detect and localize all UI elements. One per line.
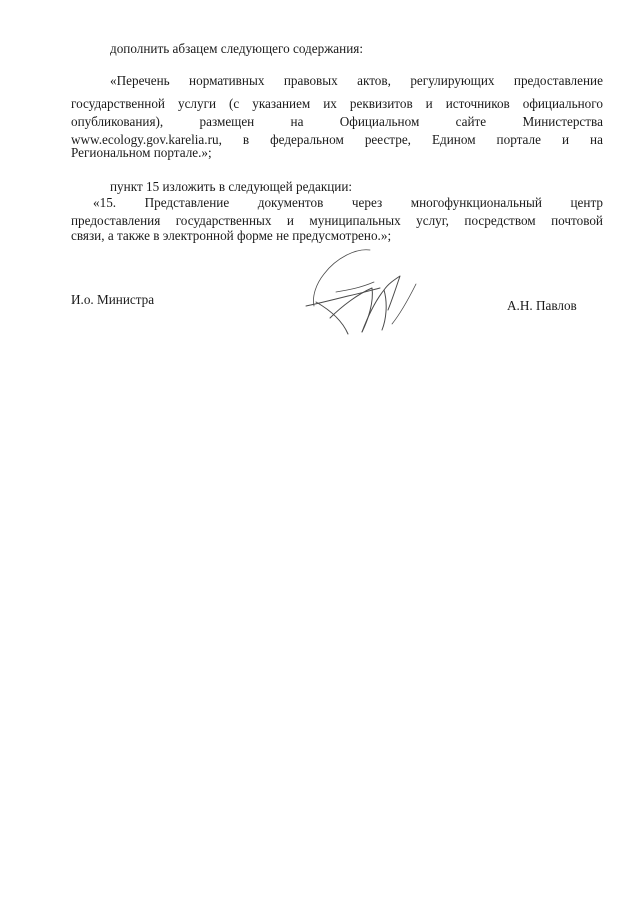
- text-line: связи, а также в электронной форме не предусмотрено.»;: [71, 228, 392, 243]
- word: правовых: [283, 73, 338, 88]
- word: услуг,: [416, 213, 449, 228]
- text-line: [110, 73, 603, 89]
- word: и: [286, 213, 294, 228]
- word: Официальном: [339, 114, 420, 129]
- word: Едином: [431, 132, 476, 147]
- word: реквизитов: [349, 96, 413, 111]
- word: на: [290, 114, 304, 129]
- word: государственной: [71, 96, 165, 111]
- word: в: [242, 132, 250, 147]
- word: и: [561, 132, 570, 147]
- word: услуги: [177, 96, 217, 111]
- word: нормативных: [189, 73, 265, 88]
- signatory-name: А.Н. Павлов: [507, 298, 577, 313]
- word: источников: [445, 96, 510, 111]
- word: почтовой: [551, 213, 603, 228]
- word: указанием: [252, 96, 311, 111]
- word: (с: [229, 96, 240, 111]
- word: центр: [570, 195, 603, 210]
- word: Представление: [144, 195, 230, 210]
- word: www.ecology.gov.karelia.ru,: [71, 132, 222, 147]
- word: на: [590, 132, 603, 147]
- word: официального: [522, 96, 603, 111]
- word: актов,: [357, 73, 391, 88]
- word: документов: [257, 195, 324, 210]
- text-line: [71, 213, 603, 229]
- text-line: Региональном портале.»;: [71, 145, 212, 160]
- word: «Перечень: [110, 73, 170, 88]
- handwritten-signature: [296, 244, 436, 344]
- word: реестре,: [364, 132, 411, 147]
- word: размещен: [199, 114, 255, 129]
- word: сайте: [455, 114, 487, 129]
- paragraph-intro: пункт 15 изложить в следующей редакции:: [110, 179, 353, 194]
- word: предоставления: [71, 213, 161, 228]
- word: посредством: [464, 213, 536, 228]
- word: регулирующих: [410, 73, 495, 88]
- word: их: [323, 96, 337, 111]
- word: многофункциональный: [410, 195, 542, 210]
- word: через: [351, 195, 383, 210]
- text-line: [71, 114, 603, 130]
- signatory-role: И.о. Министра: [71, 292, 155, 307]
- word: опубликования),: [71, 114, 164, 129]
- word: «15.: [93, 195, 117, 210]
- word: государственных: [175, 213, 272, 228]
- word: Министерства: [522, 114, 603, 129]
- word: и: [425, 96, 433, 111]
- word: муниципальных: [309, 213, 401, 228]
- word: федеральном: [270, 132, 344, 147]
- word: портале: [496, 132, 541, 147]
- text-line: [71, 96, 603, 112]
- text-line: [93, 195, 603, 211]
- word: предоставление: [513, 73, 603, 88]
- paragraph-intro: дополнить абзацем следующего содержания:: [110, 41, 364, 56]
